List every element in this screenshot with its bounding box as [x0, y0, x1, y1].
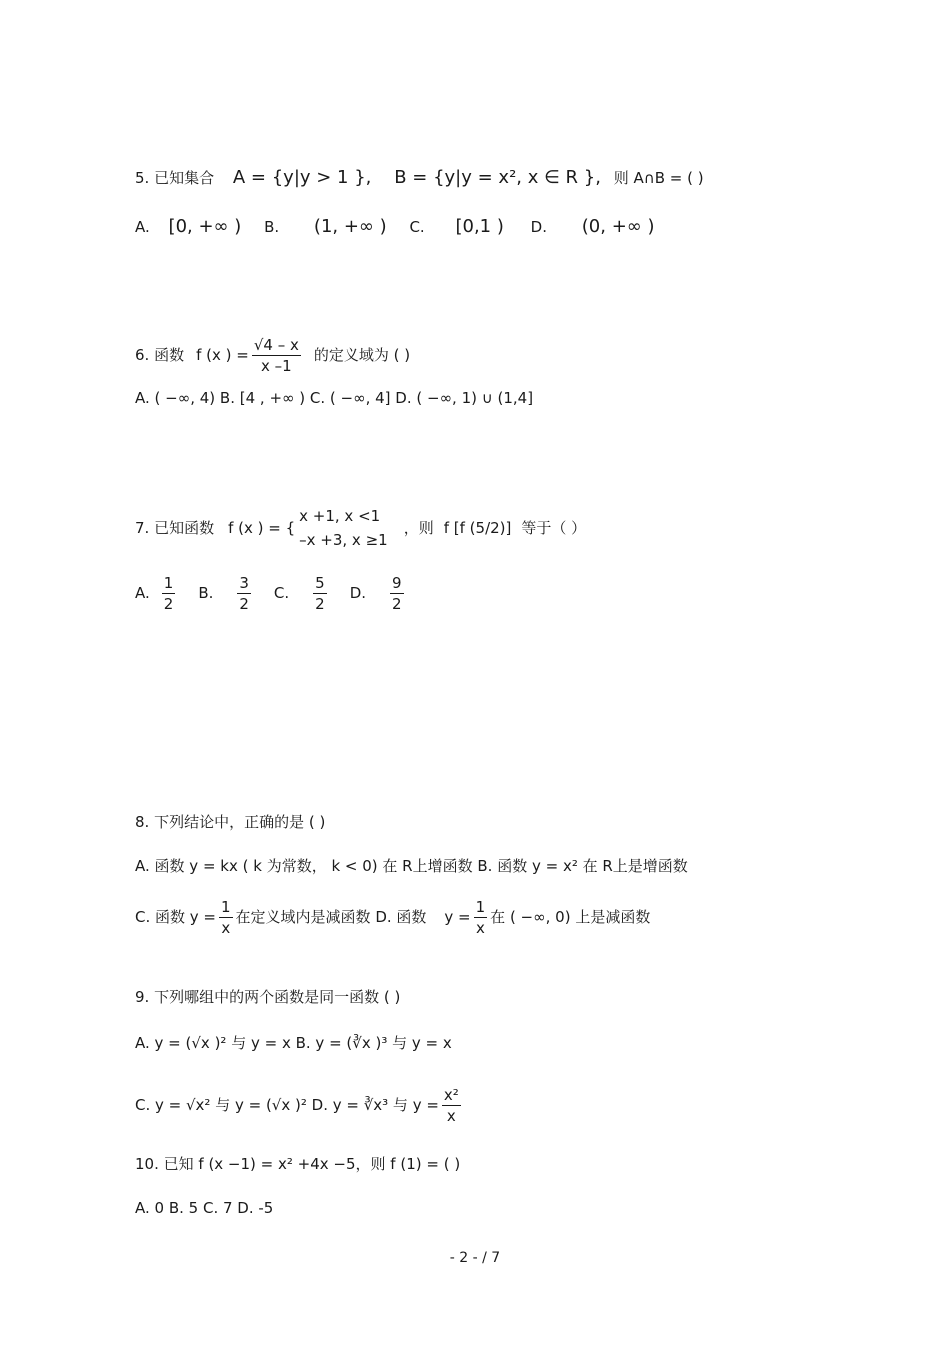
q7-opt-b-num: 3	[239, 573, 249, 592]
q7-equals: 等于（ ）	[521, 519, 587, 537]
q9-opt-d-fraction	[442, 1085, 461, 1126]
q7-opt-a-label: A.	[135, 584, 150, 602]
q7-options	[135, 570, 407, 616]
q7-tail: ，则	[403, 519, 434, 537]
q5-opt-d-label: D.	[530, 218, 547, 236]
q9-options-cd	[135, 1082, 464, 1128]
page-number: - 2 - / 7	[449, 1250, 501, 1266]
q8-options-ab: A. 函数 y = kx ( k 为常数， k < 0) 在 R上增函数 B. 函数 y = x² 在 R上是增函数	[135, 857, 688, 875]
q7-case-1: x +1, x <1	[299, 507, 381, 525]
q6-fraction	[252, 335, 301, 376]
q9-opt-d-num: x²	[443, 1085, 459, 1104]
q7-opt-a-den: 2	[163, 594, 174, 613]
q5-opt-c: [0,1 )	[455, 216, 504, 237]
q7-stem: 7. 已知函数	[135, 519, 215, 537]
q7-opt-b-label: B.	[198, 584, 214, 602]
q8-opt-d-den: x	[475, 918, 485, 937]
q7-expression: f [f (5/2)]	[443, 519, 512, 537]
q8-opt-d-pre: y =	[444, 908, 471, 926]
q5-opt-b: (1, +∞ )	[313, 216, 387, 237]
q7-opt-d-den: 2	[392, 594, 402, 613]
q9-options-ab: A. y = (√x )² 与 y = x B. y = (∛x )³ 与 y = x	[135, 1034, 452, 1052]
q7-opt-c-den: 2	[315, 594, 325, 613]
q8-opt-c-pre: C. 函数 y =	[135, 908, 216, 926]
q6-stem: 6. 函数	[135, 346, 185, 364]
q7-opt-c-num: 5	[315, 573, 325, 592]
q8-opt-c-post: 在定义域内是减函数 D. 函数	[235, 908, 427, 926]
q5-opt-c-label: C.	[409, 218, 425, 236]
q8-opt-c-num: 1	[221, 897, 231, 916]
q6-options: A. ( −∞, 4) B. [4 , +∞ ) C. ( −∞, 4] D. ( −∞, 1) ∪ (1,4]	[135, 389, 534, 407]
q8-opt-c-fraction	[219, 897, 233, 938]
q6-tail: 的定义域为 ( )	[313, 346, 411, 364]
q6-denominator: x –1	[260, 356, 292, 375]
q9-options-c: C. y = √x² 与 y = (√x )² D. y = ∛x³ 与 y =	[135, 1096, 439, 1114]
q8-opt-c-den: x	[221, 918, 231, 937]
q5-stem: 5. 已知集合	[135, 169, 215, 187]
q7-opt-c-label: C.	[273, 584, 290, 602]
q10-options: A. 0 B. 5 C. 7 D. -5	[135, 1199, 274, 1217]
q5-opt-b-label: B.	[264, 218, 280, 236]
q8-opt-d-fraction	[474, 897, 488, 938]
q7-opt-d-label: D.	[349, 584, 367, 602]
q5-opt-a: [0, +∞ )	[168, 216, 242, 237]
q9-opt-d-den: x	[446, 1106, 456, 1125]
q8-stem: 8. 下列结论中，正确的是 ( )	[135, 813, 326, 831]
q8-opt-d-num: 1	[475, 897, 486, 916]
q5-set-b: B = {y|y = x², x ∈ R },	[394, 167, 601, 188]
q5-opt-a-label: A.	[135, 218, 150, 236]
q7-opt-d-fraction	[390, 573, 404, 614]
q9-stem: 9. 下列哪组中的两个函数是同一函数 ( )	[135, 988, 401, 1006]
q5-opt-d: (0, +∞ )	[581, 216, 655, 237]
q7-opt-b-den: 2	[239, 594, 249, 613]
q6-fx: f (x ) =	[196, 346, 249, 364]
q6-line	[135, 333, 410, 377]
q7-line	[135, 504, 586, 552]
q7-case-2: –x +3, x ≥1	[299, 531, 388, 549]
q7-opt-c-fraction	[313, 573, 327, 614]
q7-opt-b-fraction	[237, 573, 251, 614]
q7-opt-a-num: 1	[163, 573, 174, 592]
q8-options-cd	[135, 894, 650, 940]
q10-stem: 10. 已知 f (x −1) = x² +4x −5，则 f (1) = ( )	[135, 1155, 461, 1173]
q5-set-a: A = {y|y > 1 },	[232, 167, 372, 188]
q5-line	[135, 168, 704, 188]
q7-fx: f (x ) = {	[228, 519, 296, 537]
q6-numerator: √4 – x	[253, 335, 299, 354]
q8-opt-d-post: 在 ( −∞, 0) 上是减函数	[490, 908, 651, 926]
q7-opt-d-num: 9	[392, 573, 402, 592]
q5-options	[135, 217, 655, 237]
q5-tail: 则 A∩B = ( )	[613, 169, 704, 187]
q7-piecewise	[299, 504, 388, 552]
q7-opt-a-fraction	[162, 573, 176, 614]
